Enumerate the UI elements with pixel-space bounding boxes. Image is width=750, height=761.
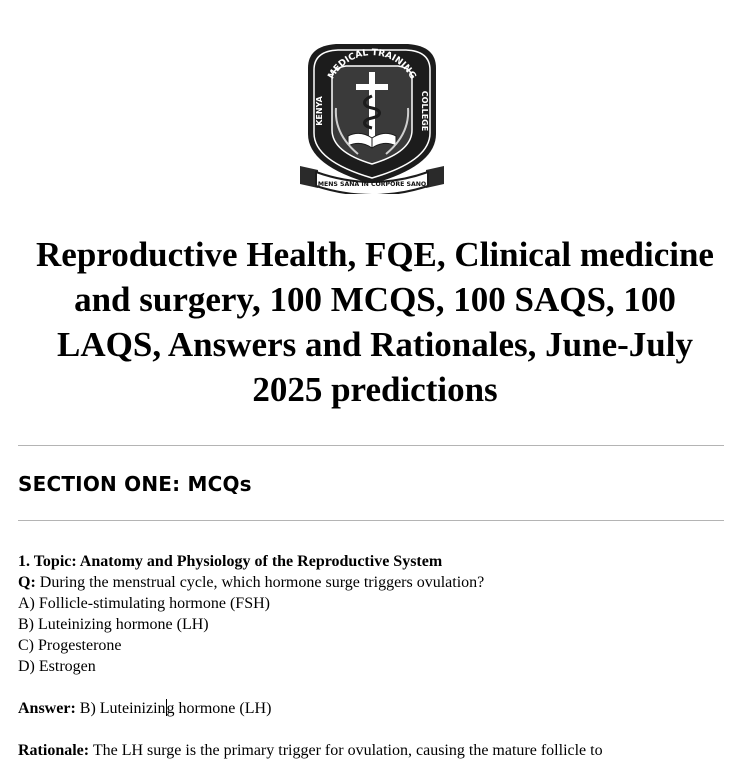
logo-left-text: KENYA bbox=[315, 96, 324, 126]
answer-option: B) Luteinizing hormone (LH) bbox=[18, 616, 209, 633]
kmtc-logo bbox=[296, 38, 448, 194]
answer-line bbox=[18, 698, 738, 719]
answer-text-end: g hormone (LH) bbox=[166, 700, 272, 717]
rationale-text: The LH surge is the primary trigger for ovulation, causing the mature follicle to bbox=[89, 742, 603, 759]
svg-text:COLLEGE bbox=[420, 91, 429, 131]
answer-label: Answer: bbox=[18, 700, 76, 717]
question-body: During the menstrual cycle, which hormone surge triggers ovulation? bbox=[35, 574, 485, 591]
section-heading: SECTION ONE: MCQs bbox=[18, 472, 252, 496]
title-line: 2025 predictions bbox=[252, 370, 498, 409]
spacer bbox=[18, 719, 738, 740]
question-text bbox=[18, 572, 738, 593]
answer-option: A) Follicle-stimulating hormone (FSH) bbox=[18, 595, 270, 612]
rationale-label: Rationale: bbox=[18, 742, 90, 759]
svg-text:KENYA bbox=[315, 95, 324, 125]
question-topic: 1. Topic: Anatomy and Physiology of the Reproductive System bbox=[18, 553, 443, 570]
question-heading bbox=[18, 551, 738, 572]
logo-right-text: COLLEGE bbox=[420, 90, 429, 132]
rationale-line bbox=[18, 740, 738, 761]
college-crest-icon bbox=[296, 38, 448, 194]
horizontal-divider bbox=[18, 520, 724, 521]
title-line: Reproductive Health, FQE, Clinical medicine bbox=[36, 235, 714, 274]
question-block bbox=[18, 551, 738, 761]
title-line: LAQS, Answers and Rationales, June-July bbox=[57, 325, 693, 364]
answer-text-start: B) Luteinizin bbox=[75, 700, 166, 717]
spacer bbox=[18, 677, 738, 698]
document-title bbox=[0, 232, 750, 412]
answer-option: C) Progesterone bbox=[18, 637, 122, 654]
horizontal-divider bbox=[18, 445, 724, 446]
question-label: Q: bbox=[18, 574, 36, 591]
answer-option: D) Estrogen bbox=[18, 658, 96, 675]
logo-motto: MENS SANA IN CORPORE SANO bbox=[317, 181, 427, 188]
logo-arc-text: MEDICAL TRAINING bbox=[326, 48, 418, 82]
title-line: and surgery, 100 MCQS, 100 SAQS, 100 bbox=[74, 280, 676, 319]
